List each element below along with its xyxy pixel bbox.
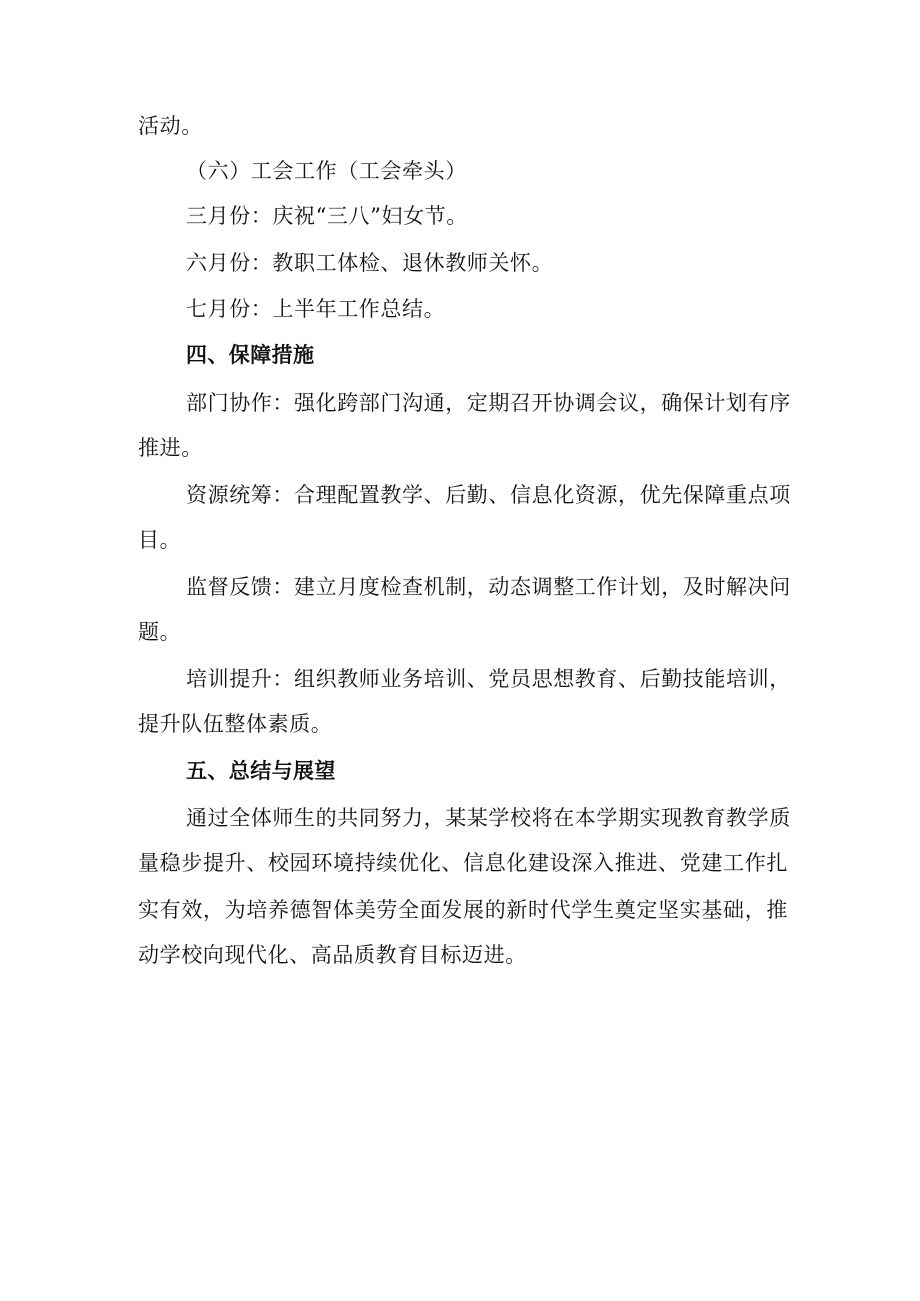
section4-para2-line1: 资源统筹：合理配置教学、后勤、信息化资源，优先保障重点项 xyxy=(186,483,791,507)
union-work-title: （六）工会工作（工会牵头） xyxy=(186,159,467,183)
section4-para1-line2: 推进。 xyxy=(138,436,203,460)
section4-para4-line2: 提升队伍整体素质。 xyxy=(138,712,333,736)
union-item-march: 三月份：庆祝“三八”妇女节。 xyxy=(186,204,468,228)
section4-para3-line1: 监督反馈：建立月度检查机制，动态调整工作计划，及时解决问 xyxy=(186,575,791,599)
section5-line2: 量稳步提升、校园环境持续优化、信息化建设深入推进、党建工作扎 xyxy=(138,851,788,875)
section5-line4: 动学校向现代化、高品质教育目标迈进。 xyxy=(138,943,527,967)
section4-para3-line2: 题。 xyxy=(138,620,182,644)
section4-para4-line1: 培训提升：组织教师业务培训、党员思想教育、后勤技能培训， xyxy=(186,667,791,691)
section5-heading: 五、总结与展望 xyxy=(186,758,336,783)
section5-line1: 通过全体师生的共同努力，某某学校将在本学期实现教育教学质 xyxy=(186,806,791,830)
section5-line3: 实有效，为培养德智体美劳全面发展的新时代学生奠定坚实基础，推 xyxy=(138,898,788,922)
section4-para1-line1: 部门协作：强化跨部门沟通，定期召开协调会议，确保计划有序 xyxy=(186,391,791,415)
union-item-july: 七月份：上半年工作总结。 xyxy=(186,297,446,321)
union-item-june: 六月份：教职工体检、退休教师关怀。 xyxy=(186,251,554,275)
section4-heading: 四、保障措施 xyxy=(186,342,315,367)
intro-tail-text: 活动。 xyxy=(138,114,203,138)
section4-para2-line2: 目。 xyxy=(138,528,182,552)
